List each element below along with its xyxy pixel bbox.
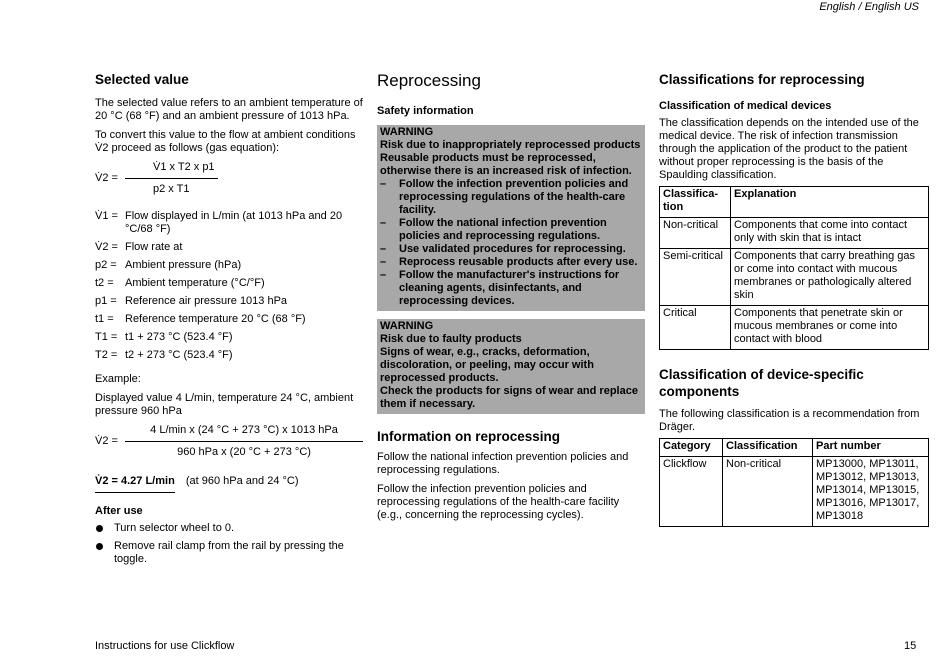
definition-symbol: t2 = [95, 277, 114, 289]
table-header-row [660, 187, 929, 218]
definition-text: Reference air pressure 1013 hPa [125, 295, 288, 307]
warning-heading: Risk due to faulty products [380, 333, 522, 345]
spaulding-classification-table [659, 186, 929, 350]
table-row [660, 306, 929, 350]
device-classification-table [659, 438, 929, 527]
result-value: V̇2 = 4.27 L/min [95, 475, 175, 493]
warning-body: Signs of wear, e.g., cracks, deformation, discoloration, or peeling, may occur with reprocessed products. [380, 346, 594, 384]
definition-symbol: p1 = [95, 295, 117, 307]
definition-row [95, 259, 363, 277]
conversion-paragraph: To convert this value to the flow at ambient conditions V̇2 proceed as follows (gas equation): [95, 129, 356, 154]
table-cell: Components that come into contact only with skin that is intact [731, 218, 929, 249]
warning-box-faulty-products [377, 319, 645, 414]
table-cell: Semi-critical [660, 249, 731, 306]
example-text: Displayed value 4 L/min, temperature 24 °C, ambient pressure 960 hPa [95, 392, 354, 417]
footer-title: Instructions for use Clickflow [95, 640, 235, 652]
table-cell: Non-critical [723, 457, 813, 527]
table-row [660, 218, 929, 249]
page-number: 15 [904, 640, 917, 652]
table-cell: Clickflow [660, 457, 723, 527]
list-item: Turn selector wheel to 0. [95, 522, 363, 535]
gas-equation-numerator: V̇1 x T2 x p1 [153, 161, 215, 173]
warning-list [380, 178, 642, 308]
reprocessing-heading: Reprocessing [377, 71, 481, 90]
example-equation-denominator: 960 hPa x (20 °C + 273 °C) [125, 441, 363, 459]
table-cell: Critical [660, 306, 731, 350]
example-equation-lhs: V̇2 = [95, 435, 118, 447]
example-equation [95, 424, 363, 459]
classifications-column [659, 71, 929, 527]
warning-label: WARNING [380, 320, 434, 332]
table-row [660, 249, 929, 306]
after-use-heading: After use [95, 505, 143, 517]
definition-row [95, 349, 363, 367]
table-cell: Components that carry breathing gas or come into contact with mucous membranes or pathologically altered skin [731, 249, 929, 306]
definition-text: Flow displayed in L/min (at 1013 hPa and 20 °C/68 °F) [125, 210, 343, 235]
definition-text: Reference temperature 20 °C (68 °F) [125, 313, 306, 325]
example-equation-numerator: 4 L/min x (24 °C + 273 °C) x 1013 hPa [150, 424, 338, 436]
column-header: Classifica-tion [660, 187, 731, 218]
definition-row [95, 331, 363, 349]
column-header: Category [660, 439, 723, 457]
definition-row [95, 277, 363, 295]
safety-information-heading: Safety information [377, 105, 474, 117]
result-line [95, 473, 363, 505]
reprocessing-column [377, 71, 645, 528]
recommendation-paragraph: The following classification is a recommendation from Dräger. [659, 408, 920, 433]
table-header-row [660, 439, 929, 457]
definition-text: t1 + 273 °C (523.4 °F) [125, 331, 233, 343]
medical-devices-subheading: Classification of medical devices [659, 100, 832, 112]
table-cell: Non-critical [660, 218, 731, 249]
info-paragraph-2: Follow the infection prevention policies and reprocessing regulations of the health-care facility (e.g., concerning the reprocessing cycles). [377, 483, 620, 521]
gas-equation [95, 161, 363, 196]
table-cell: MP13000, MP13011, MP13012, MP13013, MP13014, MP13015, MP13016, MP13017, MP13018 [813, 457, 929, 527]
definition-symbol: T2 = [95, 349, 118, 361]
list-item: – Use validated procedures for reprocessing. [380, 243, 642, 256]
list-item: – Reprocess reusable products after every use. [380, 256, 642, 269]
definition-row [95, 313, 363, 331]
column-header: Part number [813, 439, 929, 457]
definition-text: Ambient pressure (hPa) [125, 259, 242, 271]
definition-text: t2 + 273 °C (523.4 °F) [125, 349, 233, 361]
definition-symbol: t1 = [95, 313, 114, 325]
definition-row [95, 210, 363, 241]
info-paragraph-1: Follow the national infection prevention policies and reprocessing regulations. [377, 451, 629, 476]
definition-symbol: p2 = [95, 259, 117, 271]
definition-row [95, 295, 363, 313]
warning-heading: Risk due to inappropriately reprocessed products [380, 139, 641, 151]
device-specific-heading: Classification of device-specific components [659, 367, 864, 399]
warning-box-reprocessing [377, 125, 645, 311]
definition-symbol: T1 = [95, 331, 118, 343]
definition-row [95, 241, 363, 259]
definition-symbol: V̇1 = [95, 210, 118, 222]
definition-text: Flow rate at [125, 241, 183, 253]
list-item: – Follow the infection prevention policies and reprocessing regulations of the health-care facility. [380, 178, 642, 217]
gas-equation-lhs: V̇2 = [95, 172, 118, 184]
gas-equation-denominator: p2 x T1 [125, 178, 218, 196]
language-label: English / English US [819, 1, 919, 13]
list-item: – Follow the manufacturer's instructions for cleaning agents, disinfectants, and reprocessing devices. [380, 269, 642, 308]
definition-symbol: V̇2 = [95, 241, 118, 253]
result-condition: (at 960 hPa and 24 °C) [185, 475, 299, 487]
warning-label: WARNING [380, 126, 434, 138]
selected-value-paragraph: The selected value refers to an ambient temperature of 20 °C (68 °F) and an ambient pressure of 1013 hPa. [95, 97, 363, 122]
definition-text: Ambient temperature (°C/°F) [125, 277, 265, 289]
classifications-heading: Classifications for reprocessing [659, 72, 865, 87]
selected-value-column [95, 71, 363, 571]
warning-body-check: Check the products for signs of wear and replace them if necessary. [380, 385, 638, 410]
table-row [660, 457, 929, 527]
list-item: – Follow the national infection prevention policies and reprocessing regulations. [380, 217, 642, 243]
selected-value-heading: Selected value [95, 72, 189, 87]
example-label: Example: [95, 373, 141, 385]
column-header: Classification [723, 439, 813, 457]
list-item: Remove rail clamp from the rail by pressing the toggle. [95, 540, 363, 566]
after-use-list [95, 522, 363, 566]
warning-body: Reusable products must be reprocessed, otherwise there is an increased risk of infection. [380, 152, 632, 177]
classification-paragraph: The classification depends on the intended use of the medical device. The risk of infection transmission through the application of the product to the patient without proper reprocessing is the basis of the Spaulding classification. [659, 117, 919, 181]
variable-definitions [95, 210, 363, 367]
information-on-reprocessing-heading: Information on reprocessing [377, 429, 561, 444]
column-header: Explanation [731, 187, 929, 218]
table-cell: Components that penetrate skin or mucous membranes or come into contact with blood [731, 306, 929, 350]
